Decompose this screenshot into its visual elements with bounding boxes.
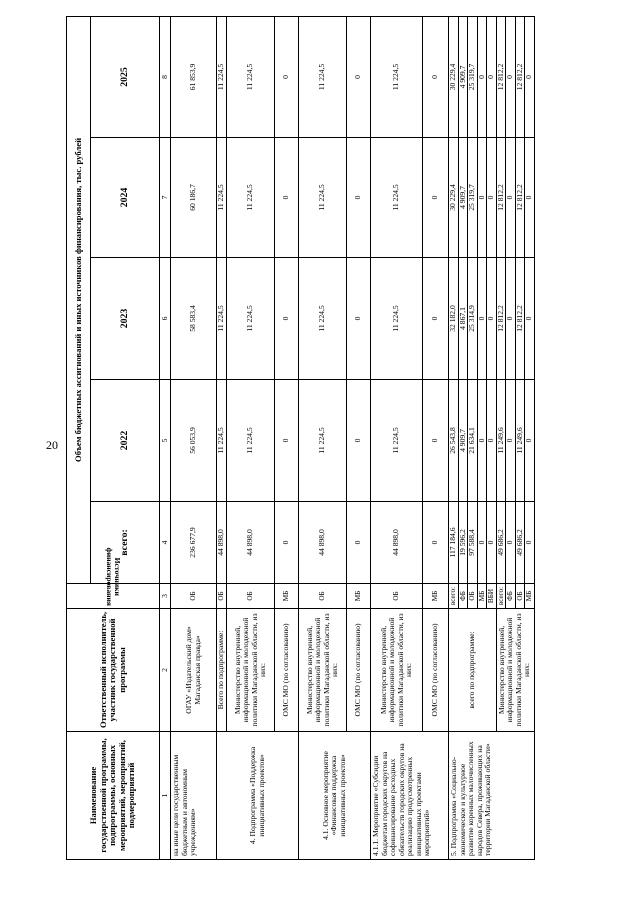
row-source: МБ [477, 584, 487, 609]
row-executor: Министерство внутренней, информационной и молодежной политики Магаданской области, из них: [496, 609, 534, 732]
value-cell: 56 053,9 [171, 380, 217, 502]
value-cell: 0 [347, 380, 371, 502]
row-source: ОБ [171, 584, 217, 609]
value-cell: 11 224,5 [227, 380, 275, 502]
value-cell: 44 898,0 [371, 502, 423, 584]
row-name: 4. Подпрограмма «Поддержка инициативных проектов» [217, 732, 299, 860]
header-year-2023: 2023 [91, 258, 160, 380]
value-cell: 44 898,0 [217, 502, 227, 584]
value-cell: 11 224,5 [371, 258, 423, 380]
row-source: ОБ [515, 584, 525, 609]
row-source: МБ [423, 584, 449, 609]
value-cell: 0 [506, 502, 516, 584]
row-executor: ОГАУ «Издательский дом» Магаданская правда» [171, 609, 217, 732]
value-cell: 0 [487, 258, 497, 380]
value-cell: 0 [423, 258, 449, 380]
value-cell: 0 [347, 16, 371, 137]
value-cell: 97 588,4 [468, 502, 478, 584]
header-year-2024: 2024 [91, 138, 160, 258]
value-cell: 19 596,2 [458, 502, 468, 584]
row-executor: Министерство внутренней, информационной и молодежной политики Магаданской области, из них: [299, 609, 347, 732]
row-source: ОБ [217, 584, 227, 609]
row-source: МБ [525, 584, 535, 609]
row-name: 5. Подпрограмма «Социально-экономическое и культурное развитие коренных малочисленных народов Севера, проживающих на территории Магаданской области» [449, 732, 535, 860]
value-cell: 4 867,1 [458, 258, 468, 380]
value-cell: 25 319,7 [468, 16, 478, 137]
value-cell: 0 [477, 138, 487, 258]
value-cell: 11 224,5 [227, 138, 275, 258]
row-name: 4.1. Основное мероприятие «Финансовая поддержка инициативных проектов» [299, 732, 371, 860]
value-cell: 30 229,4 [449, 16, 459, 137]
value-cell: 44 898,0 [299, 502, 347, 584]
value-cell: 4 909,7 [458, 16, 468, 137]
value-cell: 25 314,9 [468, 258, 478, 380]
value-cell: 25 319,7 [468, 138, 478, 258]
value-cell: 0 [525, 380, 535, 502]
value-cell: 61 853,9 [171, 16, 217, 137]
budget-table [66, 16, 535, 860]
row-source: ОБ [468, 584, 478, 609]
value-cell: 32 182,0 [449, 258, 459, 380]
value-cell: 0 [423, 380, 449, 502]
value-cell: 12 812,2 [496, 16, 506, 137]
value-cell: 11 224,5 [217, 380, 227, 502]
value-cell: 11 224,5 [227, 258, 275, 380]
column-number: 2 [160, 609, 171, 732]
value-cell: 0 [525, 16, 535, 137]
row-source: ОБ [371, 584, 423, 609]
budget-table-rotated [66, 17, 578, 860]
value-cell: 26 543,8 [449, 380, 459, 502]
value-cell: 0 [275, 16, 299, 137]
row-source: ФБ [458, 584, 468, 609]
value-cell: 11 224,5 [371, 16, 423, 137]
value-cell: 11 224,5 [217, 258, 227, 380]
value-cell: 11 224,5 [227, 16, 275, 137]
header-year-2022: 2022 [91, 380, 160, 502]
column-number: 7 [160, 138, 171, 258]
value-cell: 11 224,5 [217, 138, 227, 258]
value-cell: 4 909,7 [458, 138, 468, 258]
header-funding: Объем бюджетных ассигнований и иных источников финансирования, тыс. рублей [67, 16, 91, 583]
value-cell: 49 686,2 [496, 502, 506, 584]
value-cell: 11 224,5 [299, 138, 347, 258]
value-cell: 44 898,0 [227, 502, 275, 584]
value-cell: 0 [487, 380, 497, 502]
row-source: МБ [275, 584, 299, 609]
header-name: Наименование государственной программы, подпрограммы, основных мероприятий, мероприятий, подмероприятий [67, 732, 160, 860]
value-cell: 60 186,7 [171, 138, 217, 258]
value-cell: 11 224,5 [299, 380, 347, 502]
value-cell: 12 812,2 [515, 258, 525, 380]
value-cell: 12 812,2 [496, 138, 506, 258]
value-cell: 0 [347, 258, 371, 380]
value-cell: 11 224,5 [217, 16, 227, 137]
row-source: МБ [347, 584, 371, 609]
value-cell: 0 [477, 380, 487, 502]
value-cell: 12 812,2 [515, 16, 525, 137]
value-cell: 0 [477, 16, 487, 137]
value-cell: 0 [275, 380, 299, 502]
value-cell: 0 [487, 502, 497, 584]
value-cell: 30 229,4 [449, 138, 459, 258]
value-cell: 0 [506, 16, 516, 137]
column-number: 4 [160, 502, 171, 584]
value-cell: 0 [477, 502, 487, 584]
value-cell: 0 [506, 380, 516, 502]
column-number: 3 [160, 584, 171, 609]
page-number: 20 [46, 438, 58, 452]
value-cell: 11 249,6 [515, 380, 525, 502]
value-cell: 0 [487, 138, 497, 258]
value-cell: 0 [347, 502, 371, 584]
value-cell: 0 [506, 258, 516, 380]
row-source: ОБ [299, 584, 347, 609]
value-cell: 0 [423, 16, 449, 137]
value-cell: 0 [275, 258, 299, 380]
value-cell: 11 224,5 [299, 16, 347, 137]
value-cell: 12 812,2 [496, 258, 506, 380]
row-executor: Министерство внутренней, информационной и молодежной политики Магаданской области, из них: [227, 609, 275, 732]
value-cell: 11 224,5 [299, 258, 347, 380]
header-source: Источники финансирования [67, 584, 160, 609]
row-name: 4.1.1. Мероприятие «Субсидии бюджетам городских округов на софинансирование расходных обязательств городских округов на реализацию продусмотренных инициативных проектами мероприятий» [371, 732, 449, 860]
column-number: 8 [160, 16, 171, 137]
value-cell: 0 [423, 138, 449, 258]
value-cell: 49 686,2 [515, 502, 525, 584]
column-number: 1 [160, 732, 171, 860]
value-cell: 21 634,1 [468, 380, 478, 502]
row-executor: всего по подпрограмме: [449, 609, 497, 732]
row-executor: Министерство внутренней, информационной и молодежной политики Магаданской области, из них: [371, 609, 423, 732]
row-source: ФБ [506, 584, 516, 609]
value-cell: 236 677,9 [171, 502, 217, 584]
value-cell: 11 224,5 [371, 138, 423, 258]
value-cell: 4 909,7 [458, 380, 468, 502]
value-cell: 0 [525, 138, 535, 258]
row-source: ОБ [227, 584, 275, 609]
row-executor: ОМС МО (по согласованию) [423, 609, 449, 732]
row-executor: ОМС МО (по согласованию) [347, 609, 371, 732]
row-executor: Всего по подпрограмме: [217, 609, 227, 732]
value-cell: 0 [506, 138, 516, 258]
row-source: ВБИ [487, 584, 497, 609]
value-cell: 11 224,5 [371, 380, 423, 502]
value-cell: 0 [423, 502, 449, 584]
row-executor: ОМС МО (по согласованию) [275, 609, 299, 732]
value-cell: 0 [487, 16, 497, 137]
row-name: на иные цели государственным бюджетным и автономным учреждениям» [171, 732, 217, 860]
value-cell: 0 [525, 502, 535, 584]
row-source: всего: [496, 584, 506, 609]
header-year-total: всего: [91, 502, 160, 584]
value-cell: 12 812,2 [515, 138, 525, 258]
value-cell: 117 184,6 [449, 502, 459, 584]
value-cell: 58 583,4 [171, 258, 217, 380]
value-cell: 0 [347, 138, 371, 258]
row-source: всего: [449, 584, 459, 609]
value-cell: 0 [477, 258, 487, 380]
value-cell: 0 [275, 502, 299, 584]
header-year-2025: 2025 [91, 16, 160, 137]
column-number: 5 [160, 380, 171, 502]
value-cell: 0 [275, 138, 299, 258]
header-executor: Ответственный исполнитель, участник государственной программы [67, 609, 160, 732]
column-number: 6 [160, 258, 171, 380]
value-cell: 11 249,6 [496, 380, 506, 502]
value-cell: 0 [525, 258, 535, 380]
